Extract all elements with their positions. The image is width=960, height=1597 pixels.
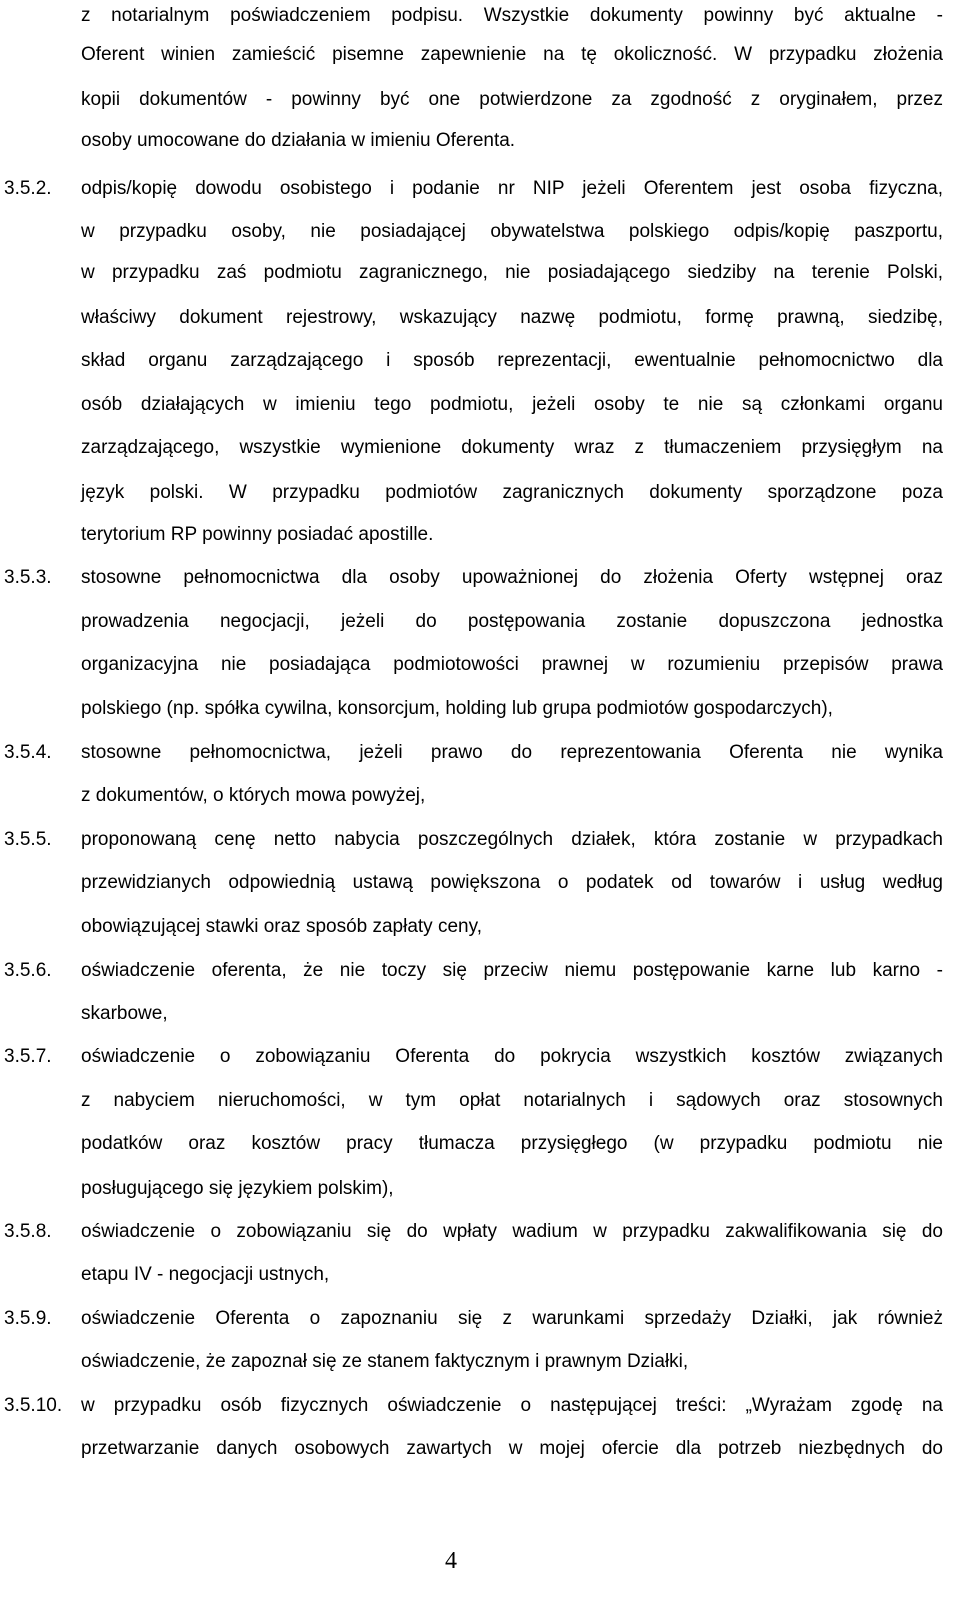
item-line: zarządzającego, wszystkie wymienione dokumenty wraz z tłumaczeniem przysięgłym na bbox=[81, 437, 943, 458]
item-number: 3.5.6. bbox=[4, 960, 52, 981]
item-line: etapu IV - negocjacji ustnych, bbox=[81, 1264, 330, 1285]
item-line: polskiego (np. spółka cywilna, konsorcjum, holding lub grupa podmiotów gospodarczych), bbox=[81, 698, 833, 719]
item-number: 3.5.10. bbox=[4, 1395, 63, 1416]
item-line: stosowne pełnomocnictwa, jeżeli prawo do reprezentowania Oferenta nie wynika bbox=[81, 742, 943, 763]
item-line: obowiązującej stawki oraz sposób zapłaty ceny, bbox=[81, 916, 482, 937]
item-line: z dokumentów, o których mowa powyżej, bbox=[81, 785, 426, 806]
item-line: przewidzianych odpowiednią ustawą powiększona o podatek od towarów i usług według bbox=[81, 872, 943, 893]
intro-line: z notarialnym poświadczeniem podpisu. Wszystkie dokumenty powinny być aktualne - bbox=[81, 5, 943, 26]
item-line: terytorium RP powinny posiadać apostille. bbox=[81, 524, 434, 545]
intro-line: kopii dokumentów - powinny być one potwierdzone za zgodność z oryginałem, przez bbox=[81, 89, 943, 110]
item-line: język polski. W przypadku podmiotów zagranicznych dokumenty sporządzone poza bbox=[81, 482, 943, 503]
item-number: 3.5.9. bbox=[4, 1308, 52, 1329]
item-line: przetwarzanie danych osobowych zawartych w mojej ofercie dla potrzeb niezbędnych do bbox=[81, 1438, 943, 1459]
item-line: osób działających w imieniu tego podmiotu, jeżeli osoby te nie są członkami organu bbox=[81, 394, 943, 415]
item-number: 3.5.5. bbox=[4, 829, 52, 850]
item-line: organizacyjna nie posiadająca podmiotowości prawnej w rozumieniu przepisów prawa bbox=[81, 654, 943, 675]
item-line: podatków oraz kosztów pracy tłumacza przysięgłego (w przypadku podmiotu nie bbox=[81, 1133, 943, 1154]
item-number: 3.5.2. bbox=[4, 178, 52, 199]
intro-line: Oferent winien zamieścić pisemne zapewnienie na tę okoliczność. W przypadku złożenia bbox=[81, 44, 943, 65]
item-line: oświadczenie oferenta, że nie toczy się przeciw niemu postępowanie karne lub karno - bbox=[81, 960, 943, 981]
item-number: 3.5.8. bbox=[4, 1221, 52, 1242]
item-line: skład organu zarządzającego i sposób reprezentacji, ewentualnie pełnomocnictwo dla bbox=[81, 350, 943, 371]
item-line: oświadczenie Oferenta o zapoznaniu się z warunkami sprzedaży Działki, jak również bbox=[81, 1308, 943, 1329]
intro-line: osoby umocowane do działania w imieniu Oferenta. bbox=[81, 130, 516, 151]
item-line: oświadczenie o zobowiązaniu się do wpłaty wadium w przypadku zakwalifikowania się do bbox=[81, 1221, 943, 1242]
item-number: 3.5.7. bbox=[4, 1046, 52, 1067]
item-line: oświadczenie, że zapoznał się ze stanem faktycznym i prawnym Działki, bbox=[81, 1351, 689, 1372]
item-line: w przypadku osoby, nie posiadającej obywatelstwa polskiego odpis/kopię paszportu, bbox=[81, 221, 943, 242]
item-line: z nabyciem nieruchomości, w tym opłat notarialnych i sądowych oraz stosownych bbox=[81, 1090, 943, 1111]
item-line: skarbowe, bbox=[81, 1003, 168, 1024]
item-line: stosowne pełnomocnictwa dla osoby upoważnionej do złożenia Oferty wstępnej oraz bbox=[81, 567, 943, 588]
item-line: oświadczenie o zobowiązaniu Oferenta do pokrycia wszystkich kosztów związanych bbox=[81, 1046, 943, 1067]
item-line: właściwy dokument rejestrowy, wskazujący nazwę podmiotu, formę prawną, siedzibę, bbox=[81, 307, 943, 328]
item-number: 3.5.4. bbox=[4, 742, 52, 763]
item-line: prowadzenia negocjacji, jeżeli do postępowania zostanie dopuszczona jednostka bbox=[81, 611, 943, 632]
page-number: 4 bbox=[445, 1548, 457, 1574]
item-line: posługującego się językiem polskim), bbox=[81, 1178, 394, 1199]
item-line: w przypadku osób fizycznych oświadczenie o następującej treści: „Wyrażam zgodę na bbox=[81, 1395, 943, 1416]
item-line: odpis/kopię dowodu osobistego i podanie nr NIP jeżeli Oferentem jest osoba fizyczna, bbox=[81, 178, 943, 199]
item-line: proponowaną cenę netto nabycia poszczególnych działek, która zostanie w przypadkach bbox=[81, 829, 943, 850]
item-line: w przypadku zaś podmiotu zagranicznego, nie posiadającego siedziby na terenie Polski, bbox=[81, 262, 943, 283]
item-number: 3.5.3. bbox=[4, 567, 52, 588]
